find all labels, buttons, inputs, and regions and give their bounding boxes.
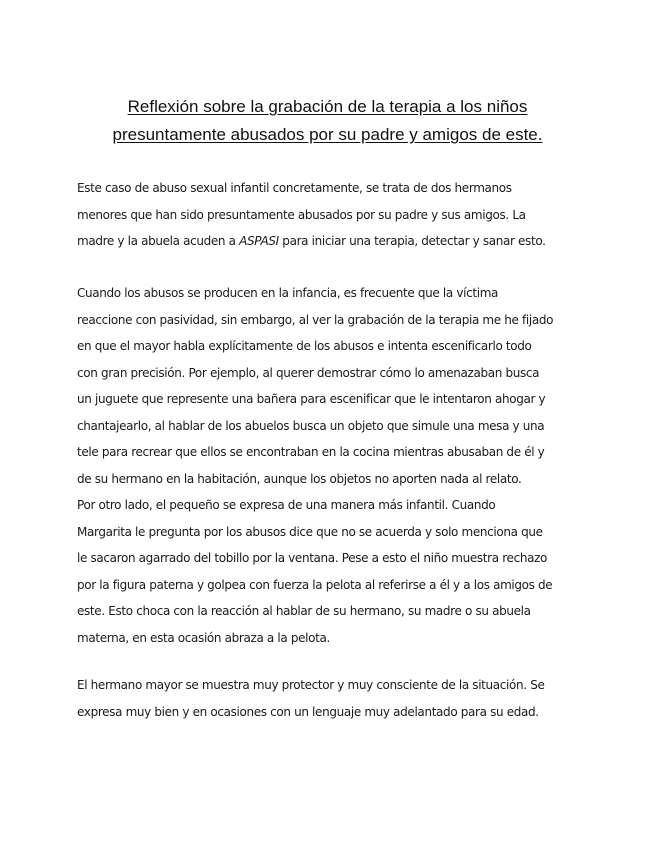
text-line: Margarita le pregunta por los abusos dice que no se acuerda y solo menciona que [77,524,543,539]
text-line: materna, en esta ocasión abraza a la pelota. [77,630,330,645]
text-line: de su hermano en la habitación, aunque los objetos no aporten nada al relato. [77,471,522,486]
text-line: reaccione con pasividad, sin embargo, al ver la grabación de la terapia me he fijado [77,312,554,327]
text-line: expresa muy bien y en ocasiones con un lenguaje muy adelantado para su edad. [77,704,539,719]
organization-name: ASPASI [239,234,279,248]
title-line: presuntamente abusados por su padre y amigos de este. [112,125,543,144]
text-line: un juguete que represente una bañera para escenificar que le intentaron ahogar y [77,392,546,406]
text-line: chantajearlo, al hablar de los abuelos busca un objeto que simule una mesa y una [77,418,545,433]
text-line: con gran precisión. Por ejemplo, al querer demostrar cómo lo amenazaban busca [77,365,540,380]
document-title [60,93,595,149]
text-line: tele para recrear que ellos se encontraban en la cocina mientras abusaban de él y [77,445,545,459]
title-line: Reflexión sobre la grabación de la terapia a los niños [127,97,528,116]
paragraph-analysis [77,280,582,651]
text-line: este. Esto choca con la reacción al hablar de su hermano, su madre o su abuela [77,604,531,618]
paragraph-intro [77,175,582,255]
text-line: menores que han sido presuntamente abusados por su padre y sus amigos. La [77,207,526,222]
text-line: por la figura paterna y golpea con fuerza la pelota al referirse a él y a los amigos de [77,577,553,592]
text-line: le sacaron agarrado del tobillo por la ventana. Pese a esto el niño muestra rechazo [77,551,548,565]
text-line: Por otro lado, el pequeño se expresa de una manera más infantil. Cuando [77,498,496,512]
text-line: en que el mayor habla explícitamente de los abusos e intenta escenificarlo todo [77,339,532,353]
paragraph-conclusion [77,672,582,725]
text-segment: para iniciar una terapia, detectar y sanar esto. [278,234,546,248]
text-line: Cuando los abusos se producen en la infancia, es frecuente que la víctima [77,286,499,300]
text-line: El hermano mayor se muestra muy protector y muy consciente de la situación. Se [77,678,545,692]
text-line [77,228,582,255]
text-line: Este caso de abuso sexual infantil concretamente, se trata de dos hermanos [77,181,512,195]
text-segment: madre y la abuela acuden a [77,234,240,248]
